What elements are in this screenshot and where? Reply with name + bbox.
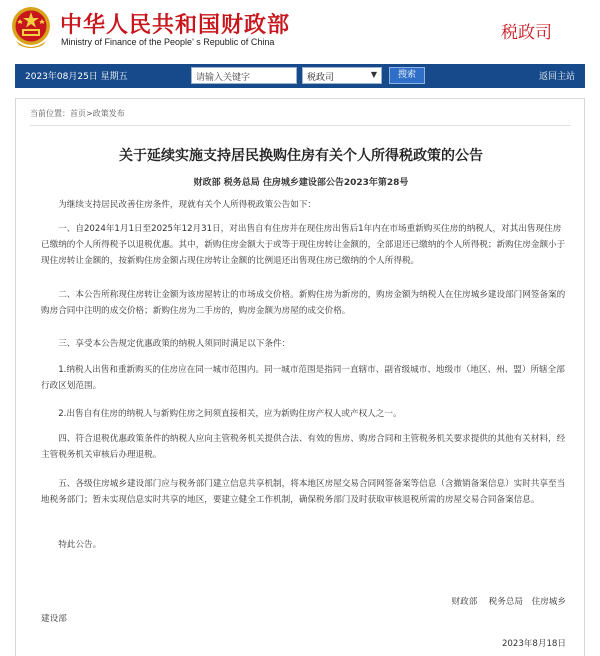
current-date: 2023年08月25日 星期五 — [25, 72, 128, 82]
doc-paragraph-4: 四、符合退税优惠政策条件的纳税人应向主管税务机关提供合法、有效的售房、购房合同和主管税务机关要求提供的其他有关材料，经主管税务机关审核后办理退税。 — [41, 434, 566, 460]
ministry-name-cn: 中华人民共和国财政部 — [60, 13, 291, 38]
doc-paragraph-2: 二、本公告所称现住房转让金额为该房屋转让的市场成交价格。新购住房为新房的，购房金额为纳税人在住房城乡建设部门网签备案的购房合同中注明的成交价格；新购住房为二手房的，购房金额为房屋的成交价格。 — [41, 290, 566, 316]
breadcrumb[interactable]: 当前位置：首页>政策发布 — [30, 109, 125, 118]
doc-paragraph-1: 一、自2024年1月1日至2025年12月31日，对出售自有住房并在现住房出售后1年内在市场重新购买住房的纳税人，对其出售现住房已缴纳的个人所得税予以退税优惠。其中，新购住房金额大于或等于现住房转让金额的，全部退还已缴纳的个人所得税；新购住房金额小于现住房转让金额的，按新购住房金额占现住房转让金额的比例退还出售现住房已缴纳的个人所得税。 — [41, 224, 566, 266]
doc-paragraph-3-2: 2.出售自有住房的纳税人与新购住房之间须直接相关，应为新购住房产权人或产权人之一。 — [58, 409, 402, 419]
chevron-down-icon: ▼ — [370, 70, 377, 79]
doc-signers-tail: 建设部 — [41, 614, 67, 624]
doc-paragraph-intro: 为继续支持居民改善住房条件，现就有关个人所得税政策公告如下： — [58, 200, 317, 210]
search-input[interactable]: 请输入关键字 — [191, 67, 297, 84]
department-select-value: 税政司 — [307, 73, 335, 83]
search-button[interactable]: 搜索 — [389, 67, 425, 84]
doc-paragraph-3-1: 1.纳税人出售和重新购买的住房应在同一城市范围内。同一城市范围是指同一直辖市、副省级城市、地级市（地区、州、盟）所辖全部行政区划范围。 — [41, 365, 565, 391]
doc-title: 关于延续实施支持居民换购住房有关个人所得税政策的公告 — [119, 148, 483, 164]
nav-bar-inner — [15, 64, 585, 88]
section-name[interactable]: 税政司 — [501, 23, 552, 43]
national-emblem-icon — [10, 5, 52, 51]
return-home-link[interactable]: 返回主站 — [538, 72, 575, 82]
ministry-name-en: Ministry of Finance of the People' s Republic of China — [61, 37, 275, 47]
doc-date: 2023年8月18日 — [501, 639, 566, 649]
department-select[interactable] — [302, 67, 382, 84]
doc-number: 财政部 税务总局 住房城乡建设部公告2023年第28号 — [193, 178, 409, 188]
nav-bar — [0, 58, 600, 94]
doc-paragraph-3: 三、享受本公告规定优惠政策的纳税人须同时满足以下条件： — [58, 339, 291, 349]
divider — [30, 125, 571, 126]
content-frame — [15, 98, 585, 656]
doc-paragraph-closing: 特此公告。 — [58, 540, 102, 550]
doc-paragraph-5: 五、各级住房城乡建设部门应与税务部门建立信息共享机制，将本地区房屋交易合同网签备案等信息（含撤销备案信息）实时共享至当地税务部门；暂未实现信息实时共享的地区，要建立健全工作机制，确保税务部门及时获取审核退税所需的房屋交易合同备案信息。 — [41, 479, 566, 505]
site-header — [0, 0, 600, 58]
doc-signers: 财政部 税务总局 住房城乡 — [451, 597, 566, 607]
